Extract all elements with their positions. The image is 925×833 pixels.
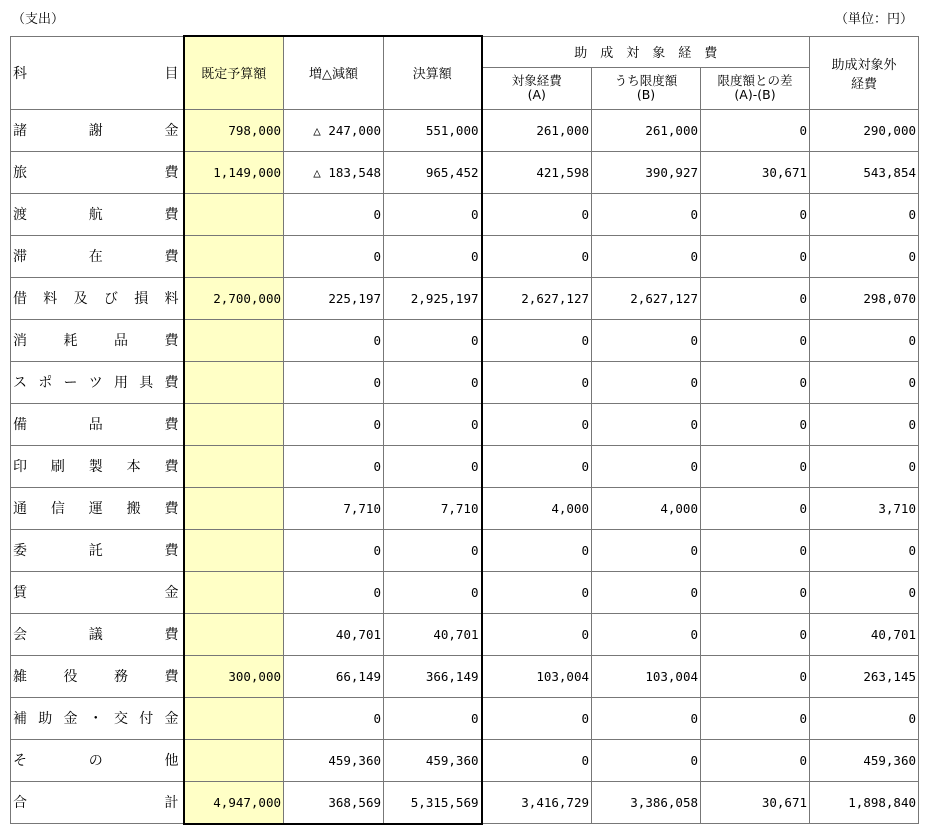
change-cell: 0 <box>284 403 384 445</box>
non-cell: 3,710 <box>810 487 919 529</box>
item-char: び <box>103 291 118 307</box>
subsidy-group-header: 助 成 対 象 経 費 <box>482 36 810 67</box>
item-char: 交 <box>114 711 128 727</box>
non-cell: 0 <box>810 445 919 487</box>
item-char: 印 <box>13 459 27 475</box>
item-char: 費 <box>164 669 179 685</box>
item-char: 滞 <box>13 249 27 265</box>
item-name-text <box>13 498 179 518</box>
non-cell: 459,360 <box>810 739 919 781</box>
item-char: 雑 <box>13 669 27 685</box>
settlement-cell: 40,701 <box>384 613 482 655</box>
target-header-label: 対象経費 <box>511 73 562 88</box>
item-char: 合 <box>13 795 27 812</box>
item-name-text <box>13 288 179 308</box>
item-char: 製 <box>88 459 103 475</box>
limit-cell: 261,000 <box>592 109 701 151</box>
change-cell: 0 <box>284 445 384 487</box>
budget-cell <box>184 403 284 445</box>
target-cell: 0 <box>482 739 592 781</box>
target-cell: 0 <box>482 193 592 235</box>
limit-header <box>592 67 701 109</box>
settlement-cell: 0 <box>384 361 482 403</box>
non-cell: 40,701 <box>810 613 919 655</box>
non-cell: 1,898,840 <box>810 781 919 824</box>
item-char: 損 <box>134 291 149 307</box>
non-target-header-line2: 経費 <box>850 76 877 92</box>
non-cell: 290,000 <box>810 109 919 151</box>
item-char: 渡 <box>13 207 27 223</box>
item-name-text <box>13 372 179 392</box>
budget-cell: 4,947,000 <box>184 781 284 824</box>
diff-cell: 0 <box>701 277 810 319</box>
non-cell: 543,854 <box>810 151 919 193</box>
budget-cell <box>184 697 284 739</box>
table-row <box>11 697 919 739</box>
diff-header-sub: (A)-(B) <box>734 87 776 102</box>
item-name <box>11 529 184 571</box>
target-cell: 0 <box>482 319 592 361</box>
target-cell: 3,416,729 <box>482 781 592 824</box>
target-cell: 103,004 <box>482 655 592 697</box>
item-char: 費 <box>164 375 179 391</box>
item-name <box>11 403 184 445</box>
item-char: そ <box>13 753 27 769</box>
budget-cell <box>184 361 284 403</box>
item-char: 他 <box>164 753 179 769</box>
item-char: 本 <box>126 459 141 475</box>
item-char: ス <box>13 375 27 391</box>
budget-cell <box>184 739 284 781</box>
item-char: ツ <box>88 375 103 391</box>
item-char: ・ <box>88 711 103 727</box>
item-char: 費 <box>164 501 179 517</box>
item-name <box>11 151 184 193</box>
item-char: 諸 <box>13 123 27 139</box>
change-cell: 0 <box>284 319 384 361</box>
budget-cell: 300,000 <box>184 655 284 697</box>
item-char: 借 <box>13 291 27 307</box>
item-char: 費 <box>164 627 179 643</box>
budget-cell: 1,149,000 <box>184 151 284 193</box>
item-name <box>11 781 184 824</box>
item-char: 費 <box>164 165 179 181</box>
non-target-header <box>810 36 919 109</box>
item-char: 具 <box>139 375 154 391</box>
item-char: 金 <box>164 123 179 139</box>
item-char: 議 <box>88 627 103 643</box>
item-char: 金 <box>63 711 78 727</box>
item-char: 費 <box>164 459 179 475</box>
non-cell: 0 <box>810 571 919 613</box>
target-cell: 421,598 <box>482 151 592 193</box>
item-char: 役 <box>63 669 78 685</box>
settlement-cell: 366,149 <box>384 655 482 697</box>
budget-cell <box>184 487 284 529</box>
diff-cell: 0 <box>701 739 810 781</box>
change-cell: 40,701 <box>284 613 384 655</box>
item-char: 費 <box>164 417 179 433</box>
table-row <box>11 529 919 571</box>
item-char: 運 <box>88 501 103 517</box>
item-char: 品 <box>88 417 103 433</box>
item-char: 費 <box>164 543 179 559</box>
settlement-cell: 5,315,569 <box>384 781 482 824</box>
table-row <box>11 781 919 824</box>
item-name-text <box>13 540 179 560</box>
limit-cell: 4,000 <box>592 487 701 529</box>
diff-cell: 0 <box>701 445 810 487</box>
item-char: 委 <box>13 543 27 559</box>
target-header-sub: (A) <box>527 87 546 102</box>
item-name <box>11 697 184 739</box>
item-char: 刷 <box>50 459 65 475</box>
diff-cell: 0 <box>701 403 810 445</box>
table-row <box>11 739 919 781</box>
target-header <box>482 67 592 109</box>
table-row <box>11 445 919 487</box>
item-char: 消 <box>13 333 27 349</box>
limit-header-label: うち限度額 <box>614 73 678 88</box>
diff-header <box>701 67 810 109</box>
item-name-text <box>13 708 179 728</box>
limit-cell: 103,004 <box>592 655 701 697</box>
item-char: 会 <box>13 627 27 643</box>
limit-cell: 0 <box>592 445 701 487</box>
change-cell: 0 <box>284 529 384 571</box>
settlement-cell: 0 <box>384 571 482 613</box>
limit-cell: 0 <box>592 697 701 739</box>
item-name <box>11 613 184 655</box>
limit-cell: 0 <box>592 193 701 235</box>
target-cell: 0 <box>482 445 592 487</box>
diff-cell: 0 <box>701 319 810 361</box>
non-cell: 0 <box>810 403 919 445</box>
limit-cell: 0 <box>592 613 701 655</box>
item-char: 補 <box>13 711 27 727</box>
item-char: 耗 <box>63 333 78 349</box>
item-char: 在 <box>88 249 103 265</box>
item-char: 品 <box>114 333 128 349</box>
budget-cell <box>184 445 284 487</box>
limit-cell: 3,386,058 <box>592 781 701 824</box>
item-char: 計 <box>164 795 179 812</box>
item-char: 旅 <box>13 165 27 181</box>
item-name-text <box>13 204 179 224</box>
diff-cell: 0 <box>701 193 810 235</box>
item-name-text <box>13 456 179 476</box>
target-cell: 0 <box>482 571 592 613</box>
diff-cell: 0 <box>701 487 810 529</box>
item-char: 費 <box>164 249 179 265</box>
budget-cell <box>184 319 284 361</box>
item-header-right: 目 <box>164 65 179 82</box>
diff-cell: 0 <box>701 655 810 697</box>
table-row <box>11 655 919 697</box>
target-cell: 4,000 <box>482 487 592 529</box>
non-cell: 0 <box>810 193 919 235</box>
non-cell: 0 <box>810 319 919 361</box>
non-cell: 0 <box>810 361 919 403</box>
item-char: 費 <box>164 333 179 349</box>
settlement-cell: 0 <box>384 403 482 445</box>
limit-cell: 0 <box>592 571 701 613</box>
diff-cell: 0 <box>701 571 810 613</box>
item-name <box>11 445 184 487</box>
target-cell: 0 <box>482 235 592 277</box>
diff-header-label: 限度額との差 <box>717 73 793 88</box>
limit-cell: 390,927 <box>592 151 701 193</box>
non-cell: 0 <box>810 529 919 571</box>
change-cell: 7,710 <box>284 487 384 529</box>
non-cell: 298,070 <box>810 277 919 319</box>
budget-header: 既定予算額 <box>184 36 284 109</box>
item-name <box>11 109 184 151</box>
table-row <box>11 361 919 403</box>
item-char: 務 <box>114 669 128 685</box>
item-header <box>11 36 184 109</box>
change-cell: 0 <box>284 571 384 613</box>
item-name <box>11 361 184 403</box>
target-cell: 2,627,127 <box>482 277 592 319</box>
item-name <box>11 571 184 613</box>
item-char: 用 <box>114 375 128 391</box>
item-char: 通 <box>13 501 27 517</box>
change-cell: △ 183,548 <box>284 151 384 193</box>
item-name <box>11 739 184 781</box>
item-header-left: 科 <box>13 65 27 82</box>
item-name <box>11 655 184 697</box>
non-cell: 263,145 <box>810 655 919 697</box>
item-name-text <box>13 162 179 182</box>
budget-cell: 798,000 <box>184 109 284 151</box>
item-name-text <box>13 624 179 644</box>
budget-cell: 2,700,000 <box>184 277 284 319</box>
settlement-cell: 0 <box>384 193 482 235</box>
limit-cell: 2,627,127 <box>592 277 701 319</box>
change-cell: 225,197 <box>284 277 384 319</box>
diff-cell: 0 <box>701 613 810 655</box>
item-char: 金 <box>164 585 179 601</box>
item-name-text <box>13 582 179 602</box>
change-cell: 0 <box>284 697 384 739</box>
item-char: 金 <box>164 711 179 727</box>
change-cell: 0 <box>284 235 384 277</box>
item-name-text <box>13 246 179 266</box>
limit-cell: 0 <box>592 319 701 361</box>
item-char: 搬 <box>126 501 141 517</box>
change-cell: 0 <box>284 361 384 403</box>
target-cell: 0 <box>482 529 592 571</box>
target-cell: 0 <box>482 361 592 403</box>
limit-cell: 0 <box>592 529 701 571</box>
settlement-cell: 0 <box>384 697 482 739</box>
item-name <box>11 277 184 319</box>
change-cell: 459,360 <box>284 739 384 781</box>
item-name-text <box>13 414 179 434</box>
item-char: ー <box>63 375 78 391</box>
settlement-cell: 0 <box>384 529 482 571</box>
unit-label: （単位：円） <box>834 12 913 27</box>
diff-cell: 30,671 <box>701 781 810 824</box>
item-char: 謝 <box>88 123 103 139</box>
item-name-text <box>13 750 179 770</box>
settlement-cell: 0 <box>384 445 482 487</box>
change-cell: 0 <box>284 193 384 235</box>
item-name <box>11 319 184 361</box>
item-char: 及 <box>73 291 88 307</box>
item-name-text <box>13 792 179 812</box>
table-row <box>11 235 919 277</box>
item-name <box>11 193 184 235</box>
item-name-text <box>13 666 179 686</box>
change-cell: △ 247,000 <box>284 109 384 151</box>
diff-cell: 0 <box>701 361 810 403</box>
item-char: の <box>88 753 103 769</box>
settlement-cell: 459,360 <box>384 739 482 781</box>
limit-cell: 0 <box>592 403 701 445</box>
item-char: 賃 <box>13 585 27 601</box>
table-row <box>11 613 919 655</box>
target-cell: 0 <box>482 697 592 739</box>
item-char: 助 <box>38 711 53 727</box>
budget-cell <box>184 235 284 277</box>
change-cell: 368,569 <box>284 781 384 824</box>
item-char: 料 <box>164 291 179 307</box>
target-cell: 261,000 <box>482 109 592 151</box>
table-row <box>11 277 919 319</box>
table-row <box>11 109 919 151</box>
limit-header-sub: (B) <box>636 87 656 102</box>
settlement-cell: 0 <box>384 319 482 361</box>
section-caption: （支出） <box>12 12 65 27</box>
budget-cell <box>184 193 284 235</box>
limit-cell: 0 <box>592 361 701 403</box>
table-row <box>11 403 919 445</box>
item-char: 備 <box>13 417 27 433</box>
settlement-header: 決算額 <box>384 36 482 109</box>
item-name-text <box>13 120 179 140</box>
table-row <box>11 193 919 235</box>
diff-cell: 0 <box>701 529 810 571</box>
settlement-cell: 7,710 <box>384 487 482 529</box>
change-cell: 66,149 <box>284 655 384 697</box>
table-row <box>11 571 919 613</box>
non-target-header-line1: 助成対象外 <box>831 57 897 73</box>
item-name <box>11 235 184 277</box>
table-row <box>11 487 919 529</box>
non-cell: 0 <box>810 235 919 277</box>
diff-cell: 0 <box>701 235 810 277</box>
item-char: 料 <box>43 291 58 307</box>
target-cell: 0 <box>482 403 592 445</box>
item-char: 信 <box>50 501 65 517</box>
diff-cell: 0 <box>701 697 810 739</box>
item-char: 費 <box>164 207 179 223</box>
settlement-cell: 0 <box>384 235 482 277</box>
budget-cell <box>184 529 284 571</box>
item-name-text <box>13 330 179 350</box>
settlement-cell: 965,452 <box>384 151 482 193</box>
expense-table <box>10 35 919 825</box>
settlement-cell: 2,925,197 <box>384 277 482 319</box>
item-char: 託 <box>88 543 103 559</box>
item-char: 航 <box>88 207 103 223</box>
non-cell: 0 <box>810 697 919 739</box>
budget-cell <box>184 613 284 655</box>
settlement-cell: 551,000 <box>384 109 482 151</box>
limit-cell: 0 <box>592 235 701 277</box>
item-name <box>11 487 184 529</box>
table-row <box>11 151 919 193</box>
table-row <box>11 319 919 361</box>
item-char: 付 <box>139 711 154 727</box>
diff-cell: 30,671 <box>701 151 810 193</box>
target-cell: 0 <box>482 613 592 655</box>
item-char: ポ <box>38 375 53 391</box>
limit-cell: 0 <box>592 739 701 781</box>
budget-cell <box>184 571 284 613</box>
diff-cell: 0 <box>701 109 810 151</box>
change-header: 増△減額 <box>284 36 384 109</box>
